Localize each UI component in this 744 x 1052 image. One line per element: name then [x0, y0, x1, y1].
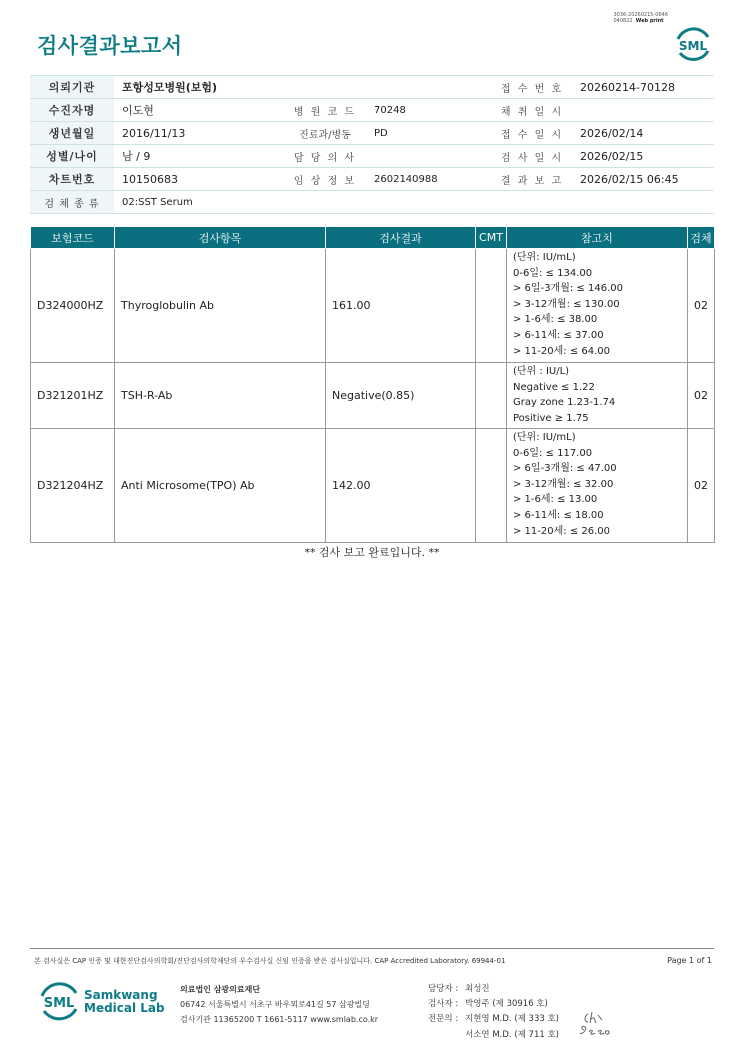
info-row	[30, 122, 714, 145]
accreditation-note: 본 검사실은 CAP 인증 및 대한진단검사의학회/진단검사의학재단의 우수검사실 신임 인증을 받은 검사실입니다. CAP Accredited Laboratory. 69944-01	[34, 957, 506, 965]
chart-number: 10150683	[114, 168, 284, 191]
sex-age: 남 / 9	[114, 145, 284, 168]
staff-row	[428, 982, 559, 997]
staff-role: 담당자 :	[428, 984, 459, 994]
header-specimen: 검체	[688, 227, 715, 249]
reference-line: > 6일-3개월: ≤ 47.00	[513, 463, 617, 475]
staff-name: 최성진	[465, 984, 490, 994]
cmt	[476, 249, 507, 363]
test-result: Negative(0.85)	[326, 363, 476, 429]
staff-name: 서소연 M.D. (제 711 호)	[465, 1029, 560, 1040]
print-id-label: Web print	[635, 18, 664, 24]
label-specimen-type: 검 체 종 류	[30, 191, 114, 214]
info-row	[30, 145, 714, 168]
insurance-code: D321201HZ	[31, 363, 115, 429]
test-item: Anti Microsome(TPO) Ab	[115, 429, 326, 543]
brand-name	[84, 989, 165, 1015]
print-id-line1: 3036-20260215-0646	[613, 12, 668, 18]
reference-line: > 6일-3개월: ≤ 146.00	[513, 283, 623, 295]
staff-row	[428, 997, 559, 1012]
collection-datetime	[572, 99, 714, 122]
reference-range	[507, 429, 688, 543]
table-row	[31, 249, 715, 363]
header-test-result: 검사결과	[326, 227, 476, 249]
staff-role: 검사자 :	[428, 999, 459, 1010]
organization-contact: 검사기관 11365200 T 1661-5117 www.smlab.co.kr	[180, 1015, 379, 1024]
specimen-code: 02	[688, 249, 715, 363]
label-result-report: 결 과 보 고	[492, 168, 572, 191]
reference-line: 0-6일: ≤ 117.00	[513, 447, 593, 459]
table-row	[31, 363, 715, 429]
reference-line: > 1-6세: ≤ 13.00	[513, 494, 598, 506]
label-collection-datetime: 채 취 일 시	[492, 99, 572, 122]
results-table	[30, 226, 715, 543]
label-department: 진료과/병동	[284, 122, 366, 145]
reference-line: > 11-20세: ≤ 64.00	[513, 345, 611, 357]
staff-info	[428, 982, 559, 1043]
hospital-code: 70248	[366, 99, 492, 122]
label-patient-name: 수진자명	[30, 99, 114, 122]
cmt	[476, 363, 507, 429]
reference-line: (단위 : IU/L)	[513, 366, 570, 377]
test-result: 142.00	[326, 429, 476, 543]
label-receipt-number: 접 수 번 호	[492, 76, 572, 99]
clinical-info: 2602140988	[366, 168, 492, 191]
staff-row	[428, 1028, 559, 1043]
brand-line2: Medical Lab	[84, 1001, 165, 1015]
label-sex-age: 성별/나이	[30, 145, 114, 168]
page-title: 검사결과보고서	[37, 34, 183, 58]
label-hospital-code: 병 원 코 드	[284, 99, 366, 122]
staff-name: 지현영 M.D. (제 333 호)	[465, 1014, 560, 1025]
info-row	[30, 168, 714, 191]
reference-line: (단위: IU/mL)	[513, 252, 576, 263]
organization-info	[180, 982, 378, 1027]
info-row	[30, 99, 714, 122]
patient-info-table	[30, 75, 714, 214]
header-test-item: 검사항목	[115, 227, 326, 249]
test-item: Thyroglobulin Ab	[115, 249, 326, 363]
table-row	[31, 429, 715, 543]
label-chart-number: 차트번호	[30, 168, 114, 191]
label-requesting-institution: 의뢰기관	[30, 76, 114, 99]
label-receipt-datetime: 접 수 일 시	[492, 122, 572, 145]
print-id	[613, 12, 668, 24]
receipt-number: 20260214-70128	[572, 76, 714, 99]
reference-range	[507, 249, 688, 363]
reference-line: 0-6일: ≤ 134.00	[513, 267, 593, 279]
reference-line: > 3-12개월: ≤ 32.00	[513, 478, 614, 490]
receipt-datetime: 2026/02/14	[572, 122, 714, 145]
header-reference: 참고치	[507, 227, 688, 249]
organization-name: 의료법인 삼광의료재단	[180, 985, 261, 994]
results-header	[31, 227, 715, 249]
header-insurance-code: 보험코드	[31, 227, 115, 249]
logo-text: SML	[678, 39, 708, 53]
cmt	[476, 429, 507, 543]
reference-line: Positive ≥ 1.75	[513, 412, 589, 424]
print-id-number: 040822	[613, 18, 633, 24]
staff-name: 박영주 (제 30916 호)	[465, 999, 548, 1010]
birth-date: 2016/11/13	[114, 122, 284, 145]
insurance-code: D321204HZ	[31, 429, 115, 543]
specimen-code: 02	[688, 363, 715, 429]
info-row	[30, 76, 714, 99]
reference-line: > 3-12개월: ≤ 130.00	[513, 298, 620, 310]
label-clinical-info: 임 상 정 보	[284, 168, 366, 191]
reference-line: > 1-6세: ≤ 38.00	[513, 314, 598, 326]
attending-physician	[366, 145, 492, 168]
staff-row	[428, 1012, 559, 1027]
logo-text: SML	[43, 996, 75, 1011]
reference-line: > 6-11세: ≤ 18.00	[513, 509, 604, 521]
test-result: 161.00	[326, 249, 476, 363]
requesting-institution: 포항성모병원(보험)	[114, 76, 492, 99]
reference-line: > 11-20세: ≤ 26.00	[513, 525, 611, 537]
brand-line1: Samkwang	[84, 988, 158, 1002]
info-row	[30, 191, 714, 214]
test-datetime: 2026/02/15	[572, 145, 714, 168]
header-cmt: CMT	[476, 227, 507, 249]
sml-logo-icon	[672, 25, 714, 63]
reference-line: (단위: IU/mL)	[513, 432, 576, 443]
label-attending-physician: 담 당 의 사	[284, 145, 366, 168]
label-test-datetime: 검 사 일 시	[492, 145, 572, 168]
label-birth-date: 생년월일	[30, 122, 114, 145]
sml-logo-icon	[36, 979, 82, 1023]
reference-line: Gray zone 1.23-1.74	[513, 397, 616, 409]
footer-divider	[30, 948, 714, 949]
reference-range	[507, 363, 688, 429]
insurance-code: D324000HZ	[31, 249, 115, 363]
page-number: Page 1 of 1	[667, 956, 712, 965]
specimen-type: 02:SST Serum	[114, 191, 714, 214]
test-item: TSH-R-Ab	[115, 363, 326, 429]
signature-icon	[578, 1006, 612, 1040]
department: PD	[366, 122, 492, 145]
report-complete-message: ** 검사 보고 완료입니다. **	[304, 546, 440, 559]
organization-address: 06742 서울특별시 서초구 바우뫼로41길 57 삼광빌딩	[180, 1000, 370, 1009]
result-report-datetime: 2026/02/15 06:45	[572, 168, 714, 191]
reference-line: Negative ≤ 1.22	[513, 381, 595, 393]
reference-line: > 6-11세: ≤ 37.00	[513, 329, 604, 341]
patient-name: 이도현	[114, 99, 284, 122]
staff-role: 전문의 :	[428, 1014, 459, 1025]
specimen-code: 02	[688, 429, 715, 543]
